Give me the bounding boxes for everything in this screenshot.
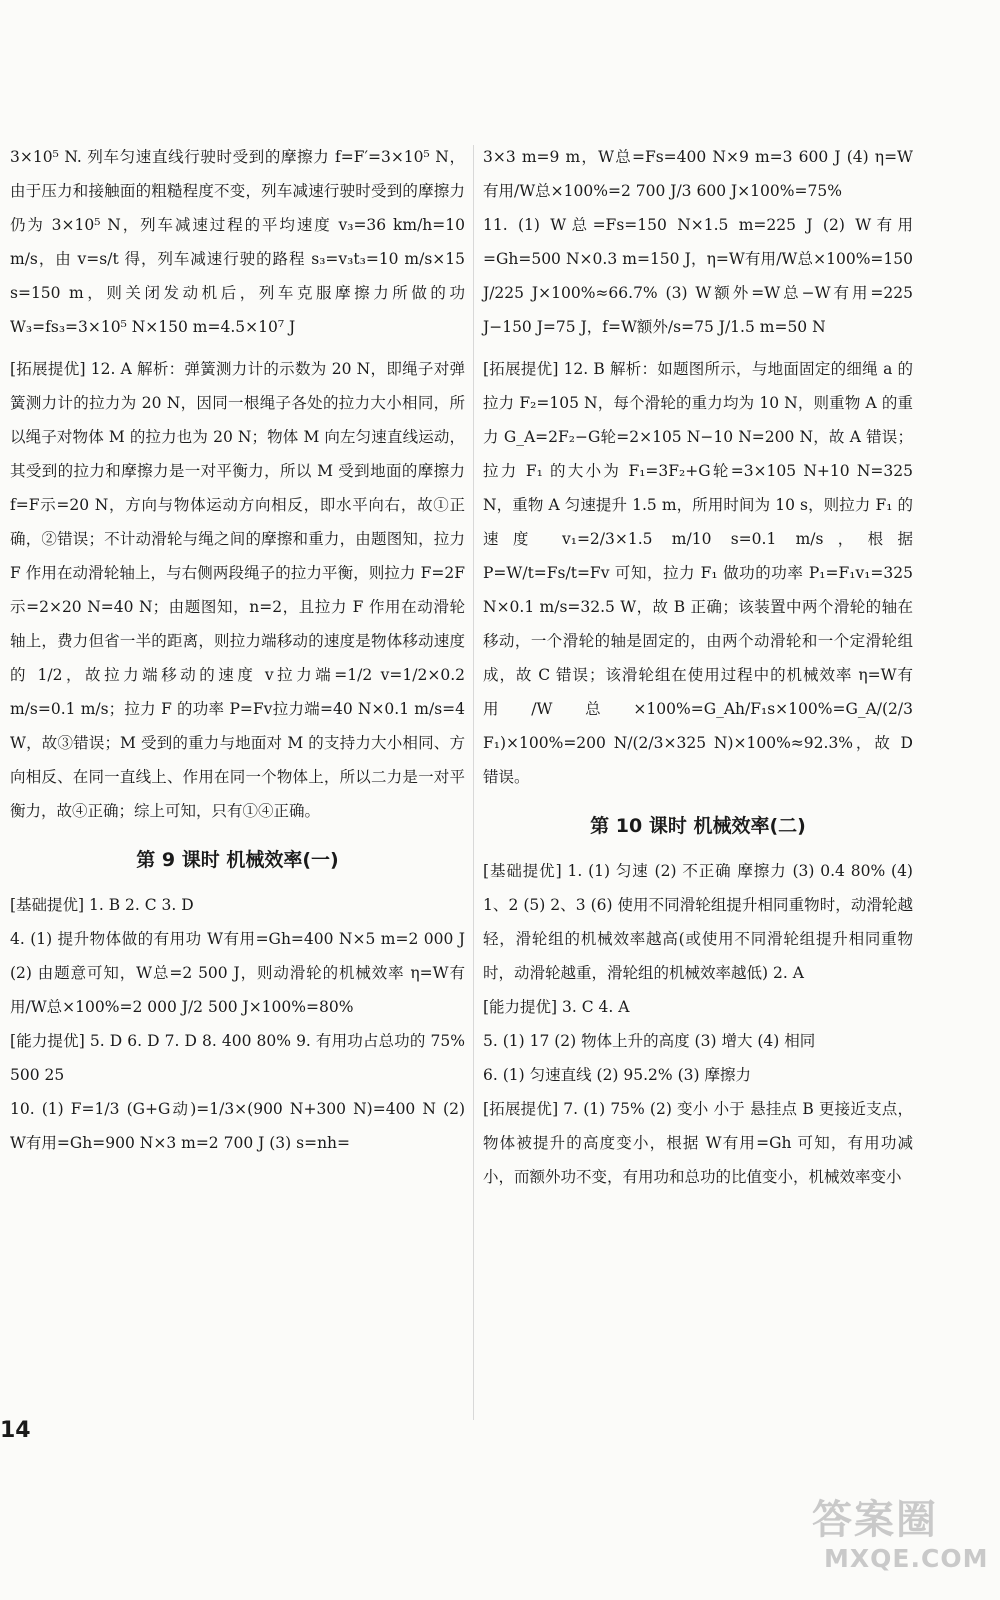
solution-paragraph: [基础提优] 1. (1) 匀速 (2) 不正确 摩擦力 (3) 0.4 80% (4) 1、2 (5) 2、3 (6) 使用不同滑轮组提升相同重物时，动滑轮越轻，滑轮组的机械效率越高(或使用不同滑轮组提升相同重物时，动滑轮越重，滑轮组的机械效率越低) 2. A	[483, 862, 913, 982]
watermark-logo	[808, 1488, 989, 1588]
solution-paragraph: 11. (1) W总=Fs=150 N×1.5 m=225 J (2) W有用=Gh=500 N×0.3 m=150 J，η=W有用/W总×100%=150 J/225 J×100%≈66.7% (3) W额外=W总−W有用=225 J−150 J=75 J，f=W额外/s=75 J/1.5 m=50 N	[483, 216, 913, 336]
solution-paragraph: 4. (1) 提升物体做的有用功 W有用=Gh=400 N×5 m=2 000 J (2) 由题意可知，W总=2 500 J，则动滑轮的机械效率 η=W有用/W总×100%=2 000 J/2 500 J×100%=80%	[10, 930, 465, 1016]
left-column	[10, 140, 465, 1160]
answer-line: 5. (1) 17 (2) 物体上升的高度 (3) 增大 (4) 相同	[483, 1032, 816, 1050]
solution-paragraph: [拓展提优] 12. A 解析：弹簧测力计的示数为 20 N，即绳子对弹簧测力计的拉力为 20 N，因同一根绳子各处的拉力大小相同，所以绳子对物体 M 的拉力也为 20 N；物体 M 向左匀速直线运动，其受到的拉力和摩擦力是一对平衡力，所以 M 受到地面的摩擦力 f=F示=20 N，方向与物体运动方向相反，即水平向右，故①正确，②错误；不计动滑轮与绳之间的摩擦和重力，由题图知，拉力 F 作用在动滑轮轴上，与右侧两段绳子的拉力平衡，则拉力 F=2F示=2×20 N=40 N；由题图知，n=2，且拉力 F 作用在动滑轮轴上，费力但省一半的距离，则拉力端移动的速度是物体移动速度的 1/2，故拉力端移动的速度 v拉力端=1/2 v=1/2×0.2 m/s=0.1 m/s；拉力 F 的功率 P=Fv拉力端=40 N×0.1 m/s=4 W，故③错误；M 受到的重力与地面对 M 的支持力大小相同、方向相反、在同一直线上、作用在同一个物体上，所以二力是一对平衡力，故④正确；综上可知，只有①④正确。	[10, 360, 465, 820]
watermark-url: MXQE.COM	[824, 1544, 989, 1573]
solution-paragraph: 10. (1) F=1/3 (G+G动)=1/3×(900 N+300 N)=400 N (2) W有用=Gh=900 N×3 m=2 700 J (3) s=nh=	[10, 1100, 465, 1152]
lesson-10-heading: 第 10 课时 机械效率(二)	[590, 815, 806, 837]
right-column	[483, 140, 913, 1194]
page-number: 14	[0, 1418, 31, 1443]
answer-line: [基础提优] 1. B 2. C 3. D	[10, 896, 194, 914]
solution-paragraph: [拓展提优] 12. B 解析：如题图所示，与地面固定的细绳 a 的拉力 F₂=105 N，每个滑轮的重力均为 10 N，则重物 A 的重力 G_A=2F₂−G轮=2×105 N−10 N=200 N，故 A 错误；拉力 F₁ 的大小为 F₁=3F₂+G轮=3×105 N+10 N=325 N，重物 A 匀速提升 1.5 m，所用时间为 10 s，则拉力 F₁ 的速度 v₁=2/3×1.5 m/10 s=0.1 m/s，根据 P=W/t=Fs/t=Fv 可知，拉力 F₁ 做功的功率 P₁=F₁v₁=325 N×0.1 m/s=32.5 W，故 B 正确；该装置中两个滑轮的轴在移动，一个滑轮的轴是固定的，由两个动滑轮和一个定滑轮组成，故 C 错误；该滑轮组在使用过程中的机械效率 η=W有用/W总×100%=G_Ah/F₁s×100%=G_A/(2/3 F₁)×100%=200 N/(2/3×325 N)×100%≈92.3%，故 D 错误。	[483, 360, 913, 786]
lesson-9-heading: 第 9 课时 机械效率(一)	[136, 849, 339, 871]
answer-line: 6. (1) 匀速直线 (2) 95.2% (3) 摩擦力	[483, 1066, 751, 1084]
solution-paragraph: [拓展提优] 7. (1) 75% (2) 变小 小于 悬挂点 B 更接近支点，物体被提升的高度变小，根据 W有用=Gh 可知，有用功减小，而额外功不变，有用功和总功的比值变小，机械效率变小	[483, 1100, 913, 1186]
answer-line: [能力提优] 5. D 6. D 7. D 8. 400 80% 9. 有用功占总功的 75% 500 25	[10, 1032, 465, 1084]
watermark-text: 答案圈	[812, 1497, 938, 1543]
column-divider	[473, 145, 474, 1420]
solution-paragraph: 3×10⁵ N. 列车匀速直线行驶时受到的摩擦力 f=F′=3×10⁵ N，由于压力和接触面的粗糙程度不变，列车减速行驶时受到的摩擦力仍为 3×10⁵ N，列车减速过程的平均速度 v₃=36 km/h=10 m/s，由 v=s/t 得，列车减速行驶的路程 s₃=v₃t₃=10 m/s×15 s=150 m，则关闭发动机后，列车克服摩擦力所做的功 W₃=fs₃=3×10⁵ N×150 m=4.5×10⁷ J	[10, 148, 465, 336]
answer-line: [能力提优] 3. C 4. A	[483, 998, 630, 1016]
solution-paragraph: 3×3 m=9 m，W总=Fs=400 N×9 m=3 600 J (4) η=W有用/W总×100%=2 700 J/3 600 J×100%=75%	[483, 148, 913, 200]
